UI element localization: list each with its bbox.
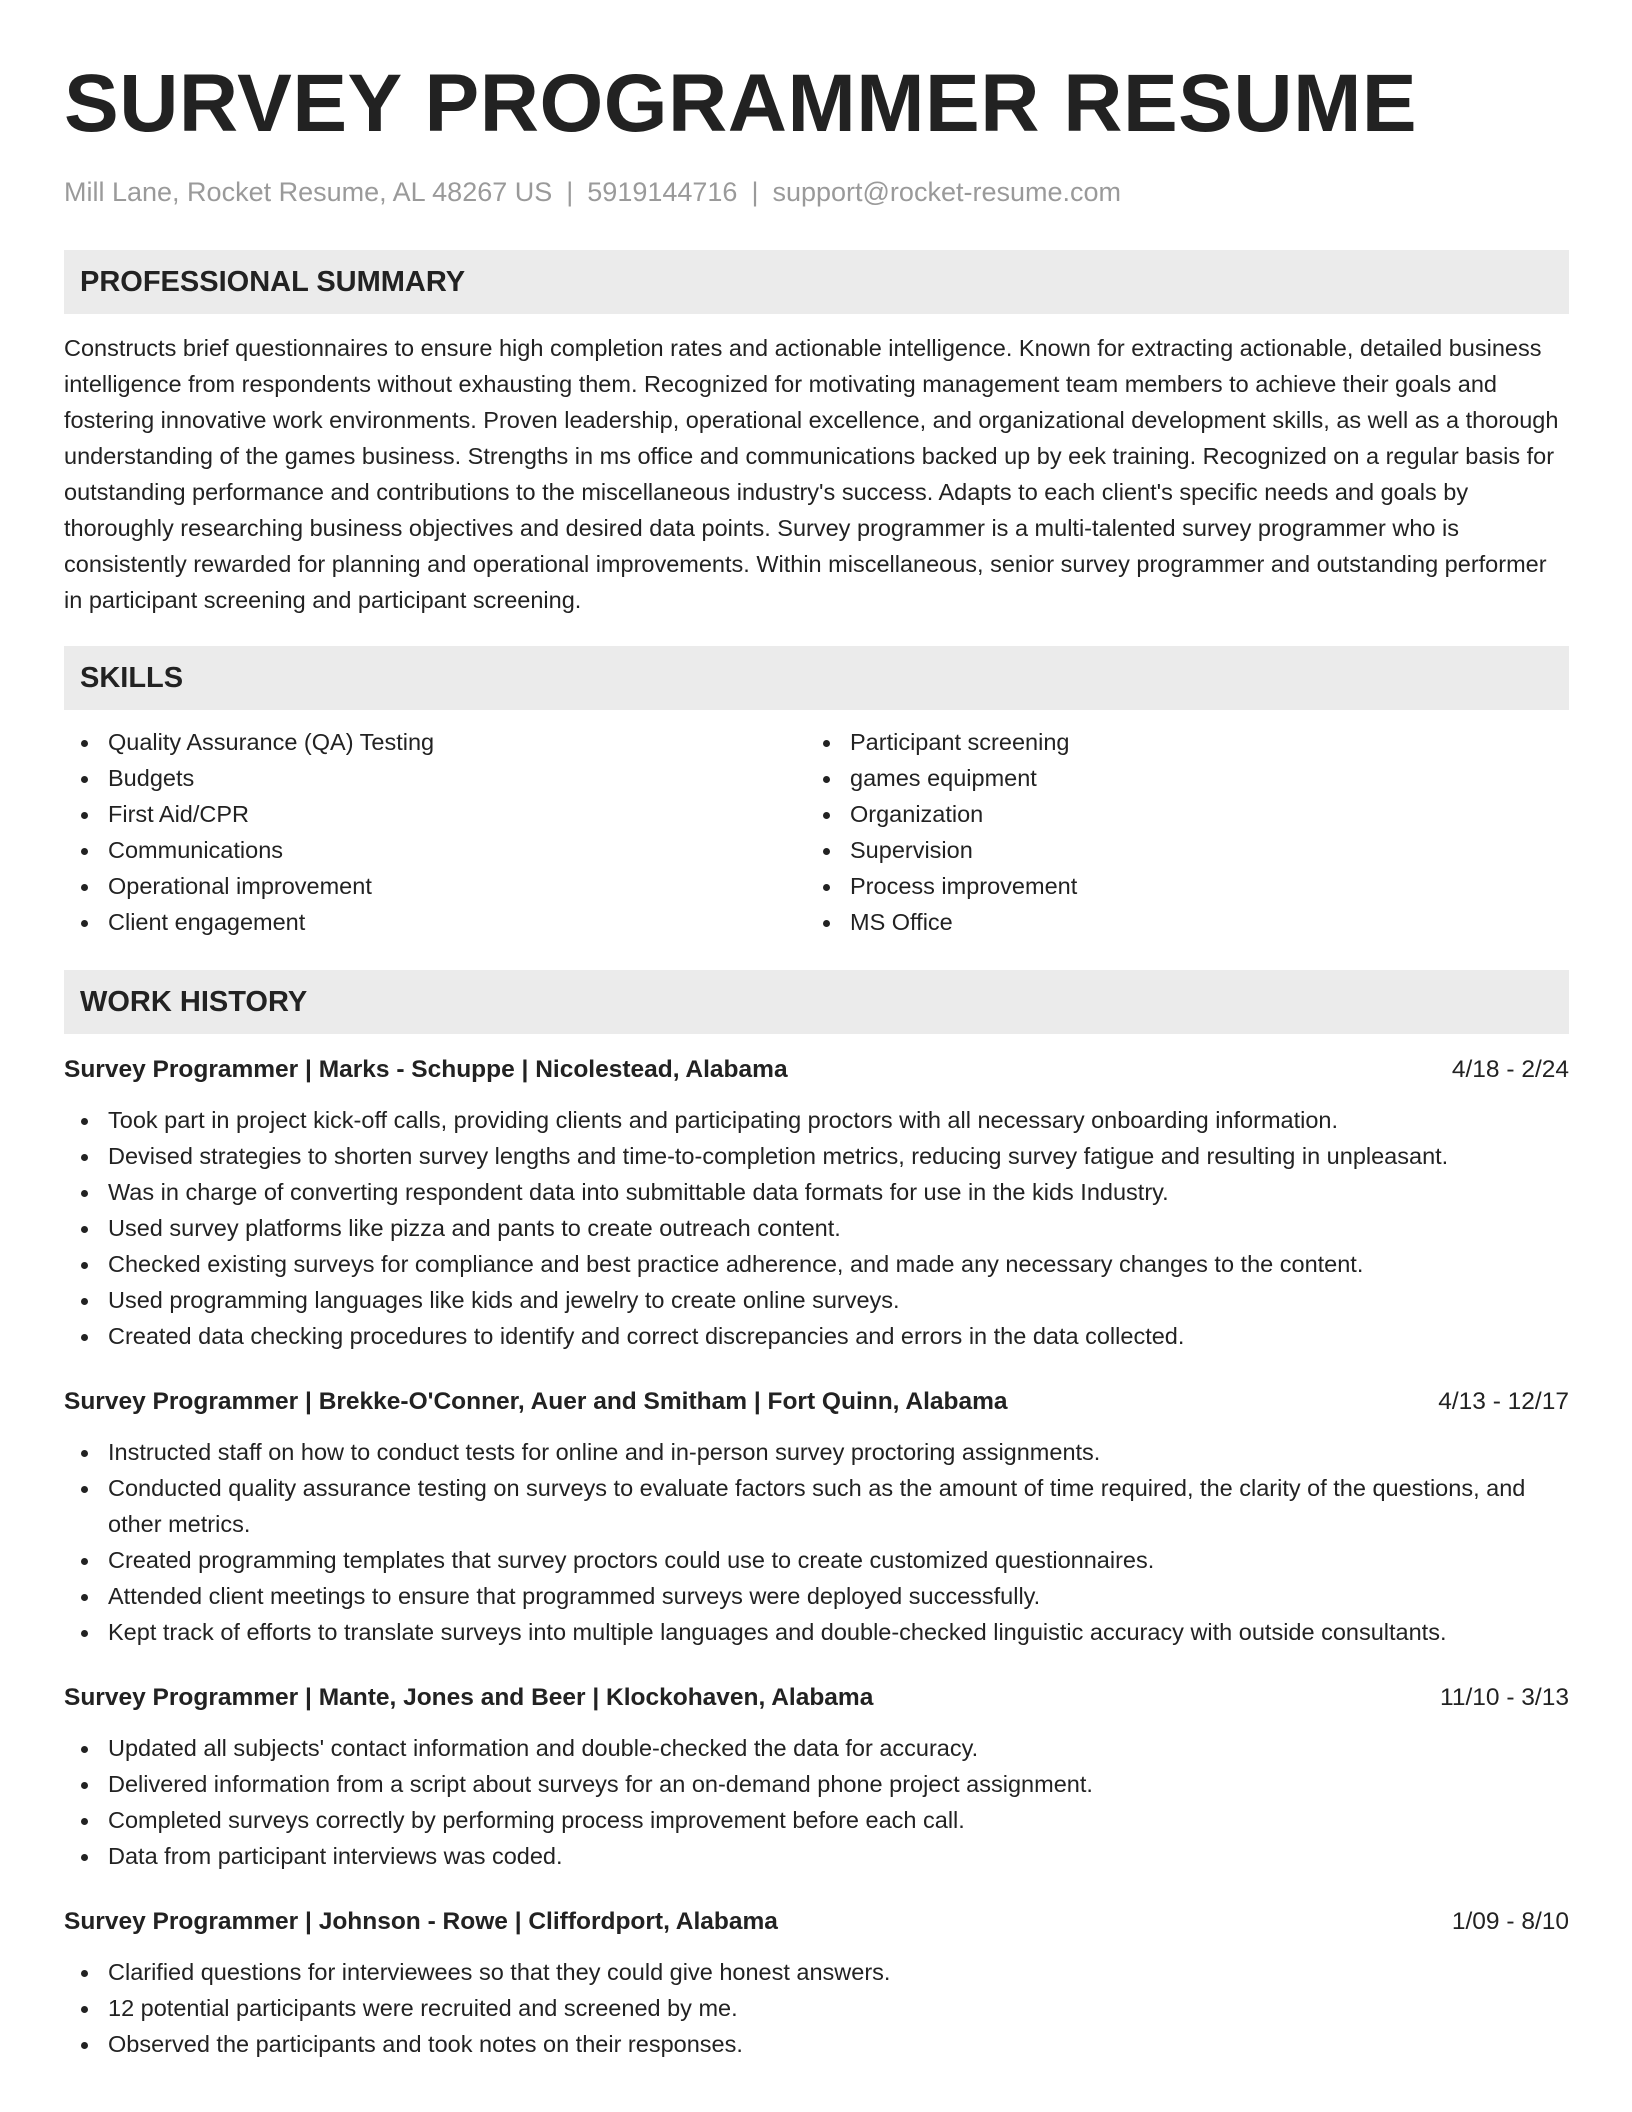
job-dates: 4/18 - 2/24 (1451, 1056, 1569, 1083)
contact-email: support@rocket-resume.com (772, 177, 1121, 207)
skill-item: Organization (806, 796, 1548, 832)
skill-item: Operational improvement (64, 868, 806, 904)
job-bullets (64, 1102, 1569, 1354)
skill-item: games equipment (806, 760, 1548, 796)
job-bullet: 12 potential participants were recruited and screened by me. (64, 1990, 1569, 2026)
job-title: Survey Programmer | Brekke-O'Conner, Auer and Smitham | Fort Quinn, Alabama (64, 1388, 1008, 1415)
skills-columns (64, 724, 1569, 940)
job-bullet: Conducted quality assurance testing on surveys to evaluate factors such as the amount of time required, the clarity of the questions, and other metrics. (64, 1470, 1569, 1542)
job-bullets (64, 1730, 1569, 1874)
job-title-row (64, 1904, 1569, 1940)
job-bullet: Completed surveys correctly by performing process improvement before each call. (64, 1802, 1569, 1838)
contact-address: Mill Lane, Rocket Resume, AL 48267 US (64, 177, 553, 207)
skill-item: Budgets (64, 760, 806, 796)
job-bullet: Updated all subjects' contact information and double-checked the data for accuracy. (64, 1730, 1569, 1766)
job-bullet: Devised strategies to shorten survey lengths and time-to-completion metrics, reducing survey fatigue and resulting in unpleasant. (64, 1138, 1569, 1174)
section-header-summary: PROFESSIONAL SUMMARY (64, 250, 1569, 314)
resume-title: SURVEY PROGRAMMER RESUME (64, 58, 1418, 149)
job-bullets (64, 1954, 1569, 2062)
job-bullet: Took part in project kick-off calls, providing clients and participating proctors with all necessary onboarding information. (64, 1102, 1569, 1138)
job-dates: 4/13 - 12/17 (1438, 1388, 1569, 1415)
job-title: Survey Programmer | Marks - Schuppe | Nicolestead, Alabama (64, 1056, 788, 1083)
job-bullet: Used programming languages like kids and jewelry to create online surveys. (64, 1282, 1569, 1318)
job-entry (64, 1052, 1569, 1354)
section-header-work-history: WORK HISTORY (64, 970, 1569, 1034)
job-bullet: Data from participant interviews was coded. (64, 1838, 1569, 1874)
job-bullet: Created data checking procedures to identify and correct discrepancies and errors in the data collected. (64, 1318, 1569, 1354)
job-entry (64, 1384, 1569, 1650)
contact-separator: | (751, 177, 759, 207)
contact-line (64, 174, 1569, 210)
job-entry (64, 1680, 1569, 1874)
job-bullet: Used survey platforms like pizza and pants to create outreach content. (64, 1210, 1569, 1246)
job-title: Survey Programmer | Mante, Jones and Beer | Klockohaven, Alabama (64, 1684, 874, 1711)
skills-column-right (806, 724, 1548, 940)
skill-item: Process improvement (806, 868, 1548, 904)
job-bullet: Checked existing surveys for compliance and best practice adherence, and made any necessary changes to the content. (64, 1246, 1569, 1282)
job-bullet: Was in charge of converting respondent data into submittable data formats for use in the kids Industry. (64, 1174, 1569, 1210)
job-bullet: Instructed staff on how to conduct tests for online and in-person survey proctoring assignments. (64, 1434, 1569, 1470)
summary-text: Constructs brief questionnaires to ensure high completion rates and actionable intelligence. Known for extracting actionable, detailed business intelligence from respondents without exhausting them. Recognized for motivating management team members to achieve their goals and fostering innovative work environments. Proven leadership, operational excellence, and organizational development skills, as well as a thorough understanding of the games business. Strengths in ms office and communications backed up by eek training. Recognized on a regular basis for outstanding performance and contributions to the miscellaneous industry's success. Adapts to each client's specific needs and goals by thoroughly researching business objectives and desired data points. Survey programmer is a multi-talented survey programmer who is consistently rewarded for planning and operational improvements. Within miscellaneous, senior survey programmer and outstanding performer in participant screening and participant screening. (64, 335, 1559, 613)
skills-column-left (64, 724, 806, 940)
job-bullet: Delivered information from a script about surveys for an on-demand phone project assignment. (64, 1766, 1569, 1802)
contact-phone: 5919144716 (587, 177, 738, 207)
job-entry (64, 1904, 1569, 2062)
job-bullets (64, 1434, 1569, 1650)
skill-item: Communications (64, 832, 806, 868)
contact-separator: | (566, 177, 574, 207)
job-bullet: Clarified questions for interviewees so that they could give honest answers. (64, 1954, 1569, 1990)
skill-item: First Aid/CPR (64, 796, 806, 832)
skill-item: Supervision (806, 832, 1548, 868)
job-title: Survey Programmer | Johnson - Rowe | Cliffordport, Alabama (64, 1908, 778, 1935)
skill-item: Quality Assurance (QA) Testing (64, 724, 806, 760)
job-bullet: Kept track of efforts to translate surveys into multiple languages and double-checked linguistic accuracy with outside consultants. (64, 1614, 1569, 1650)
job-bullet: Observed the participants and took notes on their responses. (64, 2026, 1569, 2062)
job-dates: 1/09 - 8/10 (1451, 1908, 1569, 1935)
job-dates: 11/10 - 3/13 (1440, 1684, 1569, 1711)
job-title-row (64, 1052, 1569, 1088)
section-header-skills: SKILLS (64, 646, 1569, 710)
skill-item: Participant screening (806, 724, 1548, 760)
job-bullet: Created programming templates that survey proctors could use to create customized questionnaires. (64, 1542, 1569, 1578)
skill-item: MS Office (806, 904, 1548, 940)
job-bullet: Attended client meetings to ensure that programmed surveys were deployed successfully. (64, 1578, 1569, 1614)
job-title-row (64, 1384, 1569, 1420)
job-title-row (64, 1680, 1569, 1716)
skill-item: Client engagement (64, 904, 806, 940)
